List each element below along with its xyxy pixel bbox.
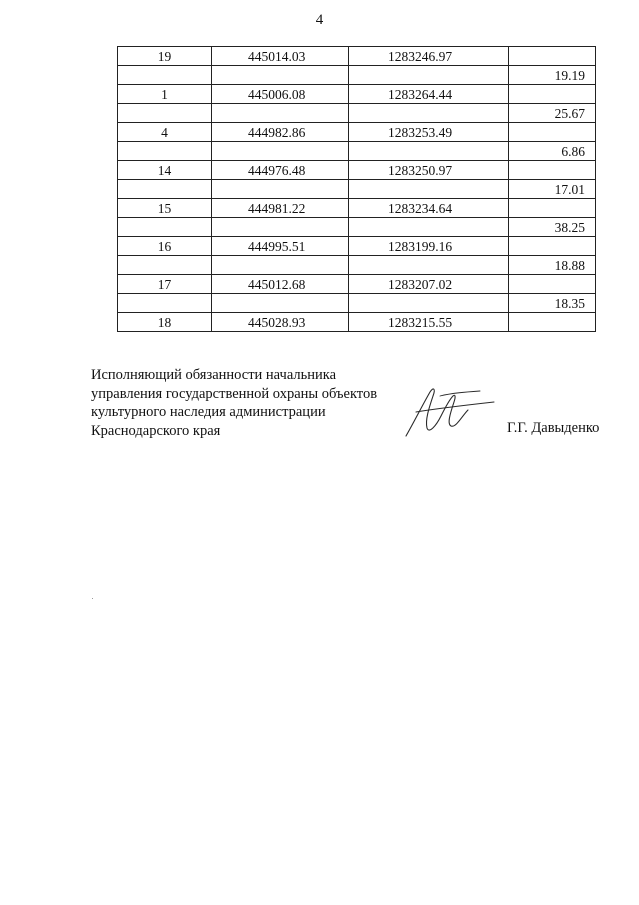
x-coordinate-cell [212,142,349,161]
table-row [118,66,596,85]
x-coordinate-cell: 444995.51 [212,237,349,256]
y-coordinate-cell: 1283253.49 [349,123,509,142]
distance-cell [509,199,596,218]
coordinates-table-body [118,47,596,332]
signature-position-line: Краснодарского края [91,422,221,439]
distance-cell: 19.19 [509,66,596,85]
y-coordinate-cell [349,66,509,85]
y-coordinate-cell: 1283264.44 [349,85,509,104]
distance-cell [509,313,596,332]
x-coordinate-cell [212,256,349,275]
x-coordinate-cell: 445014.03 [212,47,349,66]
distance-cell: 6.86 [509,142,596,161]
distance-cell [509,47,596,66]
point-number-cell: 15 [118,199,212,218]
table-row [118,85,596,104]
x-coordinate-cell [212,180,349,199]
handwritten-signature [400,382,498,440]
table-row [118,142,596,161]
y-coordinate-cell: 1283246.97 [349,47,509,66]
y-coordinate-cell [349,294,509,313]
x-coordinate-cell: 444982.86 [212,123,349,142]
signature-position-line: культурного наследия администрации [91,404,326,420]
table-row [118,237,596,256]
signature-position-line: Исполняющий обязанности начальника [91,367,337,383]
x-coordinate-cell [212,294,349,313]
x-coordinate-cell: 444981.22 [212,199,349,218]
point-number-cell [118,218,212,237]
table-row [118,161,596,180]
table-row [118,123,596,142]
distance-cell: 25.67 [509,104,596,123]
point-number-cell [118,66,212,85]
distance-cell [509,85,596,104]
y-coordinate-cell: 1283207.02 [349,275,509,294]
table-row [118,47,596,66]
point-number-cell: 1 [118,85,212,104]
table-row [118,180,596,199]
distance-cell [509,161,596,180]
point-number-cell: 17 [118,275,212,294]
y-coordinate-cell: 1283199.16 [349,237,509,256]
distance-cell: 17.01 [509,180,596,199]
point-number-cell: 19 [118,47,212,66]
x-coordinate-cell [212,66,349,85]
table-row [118,256,596,275]
distance-cell [509,237,596,256]
x-coordinate-cell [212,104,349,123]
stray-mark [92,598,93,599]
table-row [118,218,596,237]
x-coordinate-cell: 445012.68 [212,275,349,294]
point-number-cell [118,104,212,123]
x-coordinate-cell: 445006.08 [212,85,349,104]
table-row [118,313,596,332]
distance-cell: 38.25 [509,218,596,237]
x-coordinate-cell [212,218,349,237]
table-row [118,199,596,218]
y-coordinate-cell [349,256,509,275]
y-coordinate-cell [349,142,509,161]
point-number-cell [118,180,212,199]
signature-position-line: управления государственной охраны объектов [91,385,378,402]
y-coordinate-cell [349,180,509,199]
distance-cell [509,123,596,142]
table-row [118,104,596,123]
table-row [118,294,596,313]
distance-cell [509,275,596,294]
y-coordinate-cell [349,218,509,237]
point-number-cell: 14 [118,161,212,180]
y-coordinate-cell: 1283215.55 [349,313,509,332]
signatory-name: Г.Г. Давыденко [507,420,600,436]
y-coordinate-cell [349,104,509,123]
point-number-cell [118,294,212,313]
distance-cell: 18.35 [509,294,596,313]
point-number-cell: 16 [118,237,212,256]
distance-cell: 18.88 [509,256,596,275]
point-number-cell: 4 [118,123,212,142]
x-coordinate-cell: 444976.48 [212,161,349,180]
coordinates-table [117,46,596,332]
point-number-cell [118,256,212,275]
point-number-cell: 18 [118,313,212,332]
table-row [118,275,596,294]
page-number: 4 [315,12,324,28]
y-coordinate-cell: 1283234.64 [349,199,509,218]
x-coordinate-cell: 445028.93 [212,313,349,332]
y-coordinate-cell: 1283250.97 [349,161,509,180]
point-number-cell [118,142,212,161]
